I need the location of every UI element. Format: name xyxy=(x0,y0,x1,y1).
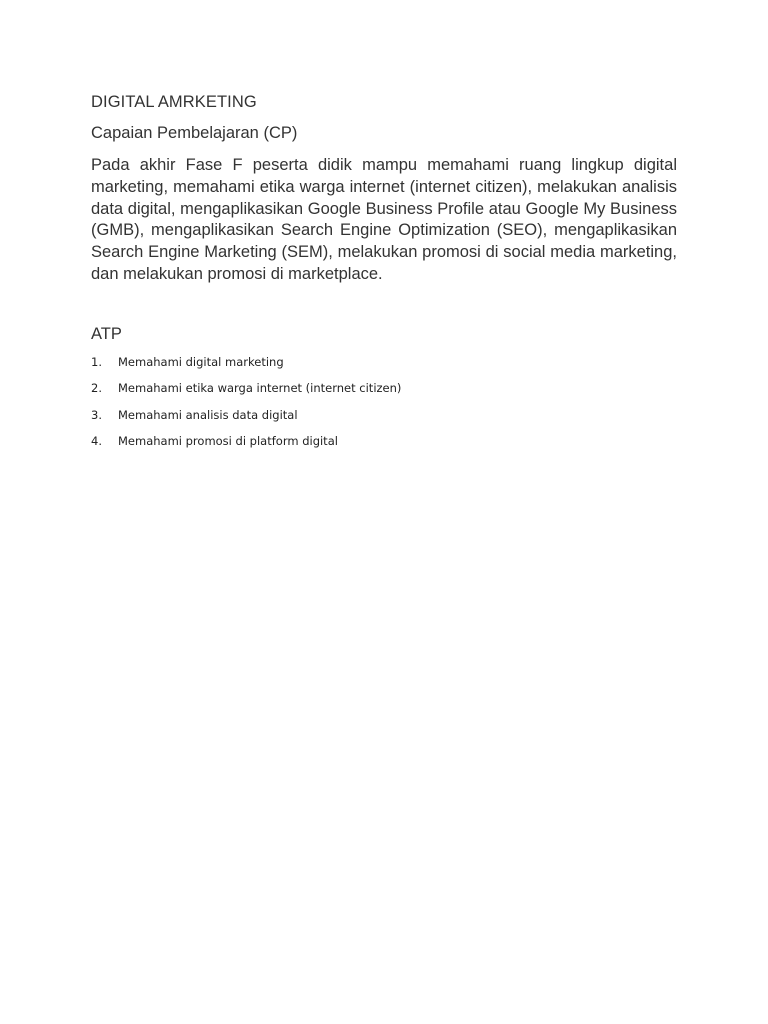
document-title: DIGITAL AMRKETING xyxy=(91,93,257,111)
atp-heading: ATP xyxy=(91,324,122,343)
atp-item-number: 2. xyxy=(91,381,102,396)
cp-paragraph: Pada akhir Fase F peserta didik mampu memahami ruang lingkup digital marketing, memahami etika warga internet (internet citizen), melakukan analisis data digital, mengaplikasikan Google Business Profile atau Google My Business (GMB), mengaplikasikan Search Engine Optimization (SEO), mengaplikasikan Search Engine Marketing (SEM), melakukan promosi di social media marketing, dan melakukan promosi di marketplace. xyxy=(91,156,677,283)
atp-list xyxy=(91,355,677,461)
atp-list-item xyxy=(91,355,677,382)
document-content xyxy=(91,92,677,461)
atp-item-text: Memahami digital marketing xyxy=(118,354,284,369)
atp-item-text: Memahami analisis data digital xyxy=(118,407,298,422)
atp-list-item xyxy=(91,381,677,408)
atp-list-item xyxy=(91,408,677,435)
atp-item-text: Memahami etika warga internet (internet citizen) xyxy=(118,381,402,396)
atp-item-number: 4. xyxy=(91,434,102,449)
atp-item-number: 1. xyxy=(91,354,102,369)
atp-item-number: 3. xyxy=(91,407,102,422)
atp-item-text: Memahami promosi di platform digital xyxy=(118,434,338,449)
cp-heading: Capaian Pembelajaran (CP) xyxy=(91,124,298,142)
atp-list-item xyxy=(91,434,677,461)
